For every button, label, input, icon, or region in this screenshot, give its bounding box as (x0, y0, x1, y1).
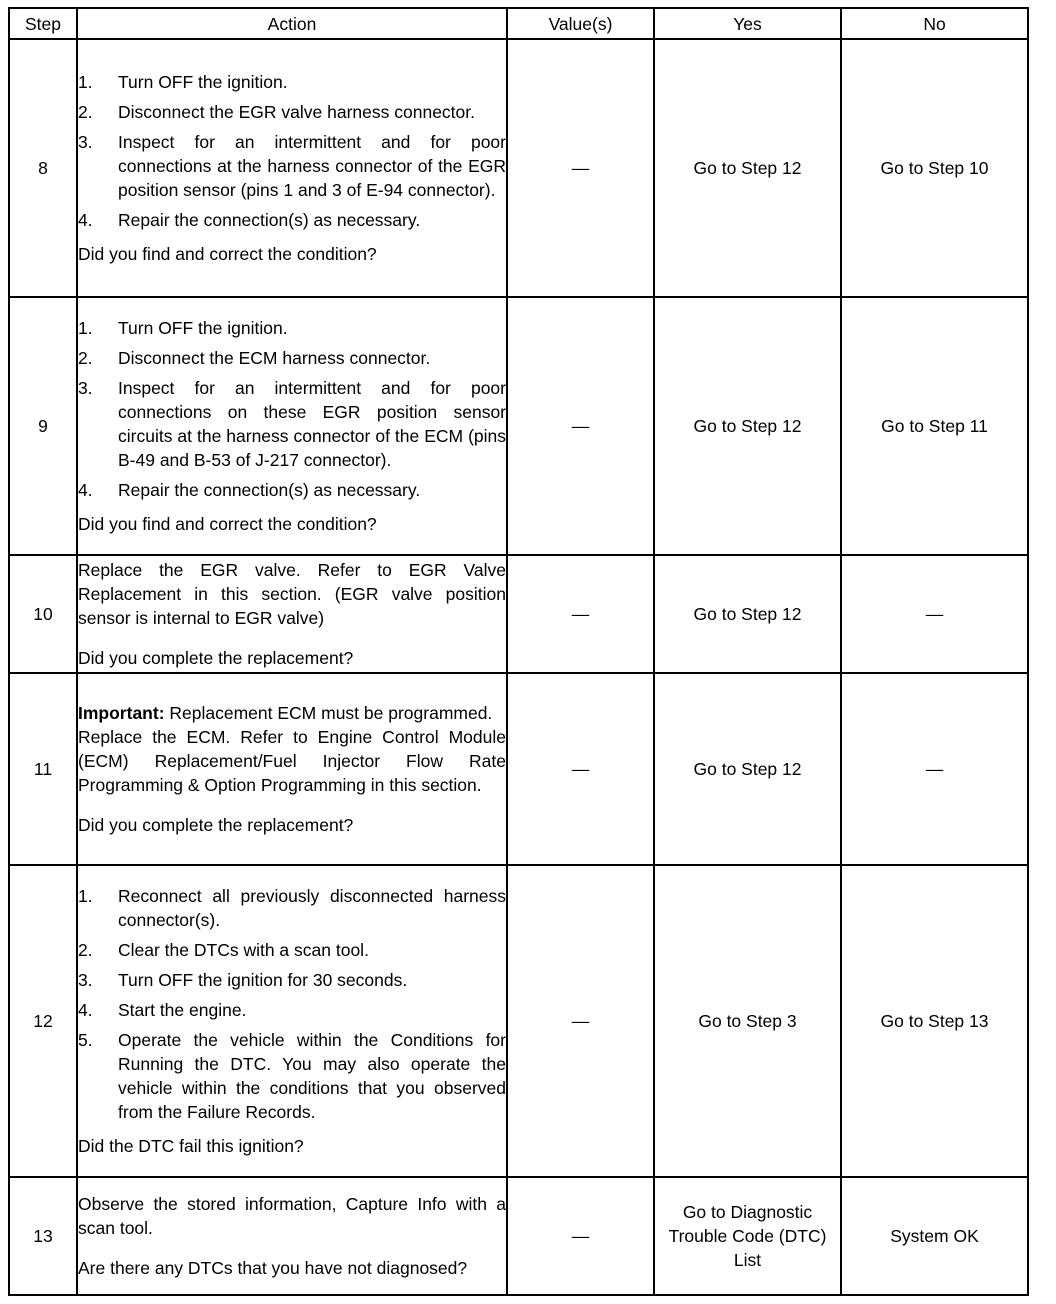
no-cell: — (841, 673, 1028, 865)
yes-cell: Go to Step 3 (654, 865, 841, 1177)
action-cell (77, 1177, 507, 1295)
important-label: Important: (78, 703, 165, 723)
important-note (78, 701, 506, 725)
no-cell: System OK (841, 1177, 1028, 1295)
list-item: 1. Turn OFF the ignition. (78, 72, 288, 92)
action-steps (78, 316, 506, 502)
list-item: 4. Repair the connection(s) as necessary. (78, 210, 421, 230)
step-number: 8 (9, 39, 77, 297)
action-cell (77, 297, 507, 555)
value-cell: — (507, 297, 654, 555)
table-row (9, 1177, 1028, 1295)
step-number: 13 (9, 1177, 77, 1295)
action-cell (77, 673, 507, 865)
list-item: 3. Turn OFF the ignition for 30 seconds. (78, 970, 408, 990)
action-cell (77, 865, 507, 1177)
action-steps (78, 884, 506, 1124)
value-cell: — (507, 673, 654, 865)
list-item: 3. Inspect for an intermittent and for poor connections on these EGR position sensor circuits at the harness connector of the ECM (pins B-49 and B-53 of J-217 connector). (78, 378, 506, 470)
list-item: 2. Clear the DTCs with a scan tool. (78, 940, 369, 960)
no-cell: Go to Step 13 (841, 865, 1028, 1177)
no-cell: Go to Step 11 (841, 297, 1028, 555)
list-item: 1. Reconnect all previously disconnected harness connector(s). (78, 886, 506, 930)
list-item: 4. Repair the connection(s) as necessary. (78, 480, 421, 500)
yes-cell: Go to Step 12 (654, 39, 841, 297)
list-item: 2. Disconnect the EGR valve harness connector. (78, 102, 475, 122)
value-cell: — (507, 865, 654, 1177)
action-text: Observe the stored information, Capture Info with a scan tool. (78, 1194, 506, 1238)
question: Did you complete the replacement? (78, 648, 354, 668)
yes-cell: Go to Step 12 (654, 673, 841, 865)
header-values: Value(s) (507, 8, 654, 39)
header-row (9, 8, 1028, 39)
table-row (9, 865, 1028, 1177)
value-cell: — (507, 1177, 654, 1295)
header-no: No (841, 8, 1028, 39)
question: Did you find and correct the condition? (78, 514, 377, 534)
action-cell (77, 39, 507, 297)
question: Are there any DTCs that you have not diagnosed? (78, 1258, 468, 1278)
header-step: Step (9, 8, 77, 39)
yes-cell: Go to Step 12 (654, 297, 841, 555)
table-row (9, 673, 1028, 865)
question: Did you complete the replacement? (78, 815, 354, 835)
step-number: 11 (9, 673, 77, 865)
action-text: Replace the ECM. Refer to Engine Control Module (ECM) Replacement/Fuel Injector Flow Rate Programming & Option Programming in this section. (78, 727, 506, 795)
step-number: 10 (9, 555, 77, 673)
list-item: 4. Start the engine. (78, 1000, 247, 1020)
table-row (9, 39, 1028, 297)
diagnostic-table (8, 7, 1029, 1296)
step-number: 12 (9, 865, 77, 1177)
yes-cell: Go to Step 12 (654, 555, 841, 673)
action-text: Replace the EGR valve. Refer to EGR Valve Replacement in this section. (EGR valve position sensor is internal to EGR valve) (78, 560, 506, 628)
value-cell: — (507, 555, 654, 673)
table-row (9, 297, 1028, 555)
no-cell: — (841, 555, 1028, 673)
question: Did the DTC fail this ignition? (78, 1136, 304, 1156)
header-action: Action (77, 8, 507, 39)
action-cell (77, 555, 507, 673)
list-item: 2. Disconnect the ECM harness connector. (78, 348, 431, 368)
value-cell: — (507, 39, 654, 297)
important-text: Replacement ECM must be programmed. (164, 703, 493, 723)
header-yes: Yes (654, 8, 841, 39)
list-item: 5. Operate the vehicle within the Conditions for Running the DTC. You may also operate the vehicle within the conditions that you observed from the Failure Records. (78, 1030, 506, 1122)
question: Did you find and correct the condition? (78, 244, 377, 264)
step-number: 9 (9, 297, 77, 555)
list-item: 3. Inspect for an intermittent and for poor connections at the harness connector of the EGR position sensor (pins 1 and 3 of E-94 connector). (78, 132, 506, 200)
list-item: 1. Turn OFF the ignition. (78, 318, 288, 338)
action-steps (78, 70, 506, 232)
yes-cell: Go to Diagnostic Trouble Code (DTC) List (654, 1177, 841, 1295)
table-row (9, 555, 1028, 673)
no-cell: Go to Step 10 (841, 39, 1028, 297)
